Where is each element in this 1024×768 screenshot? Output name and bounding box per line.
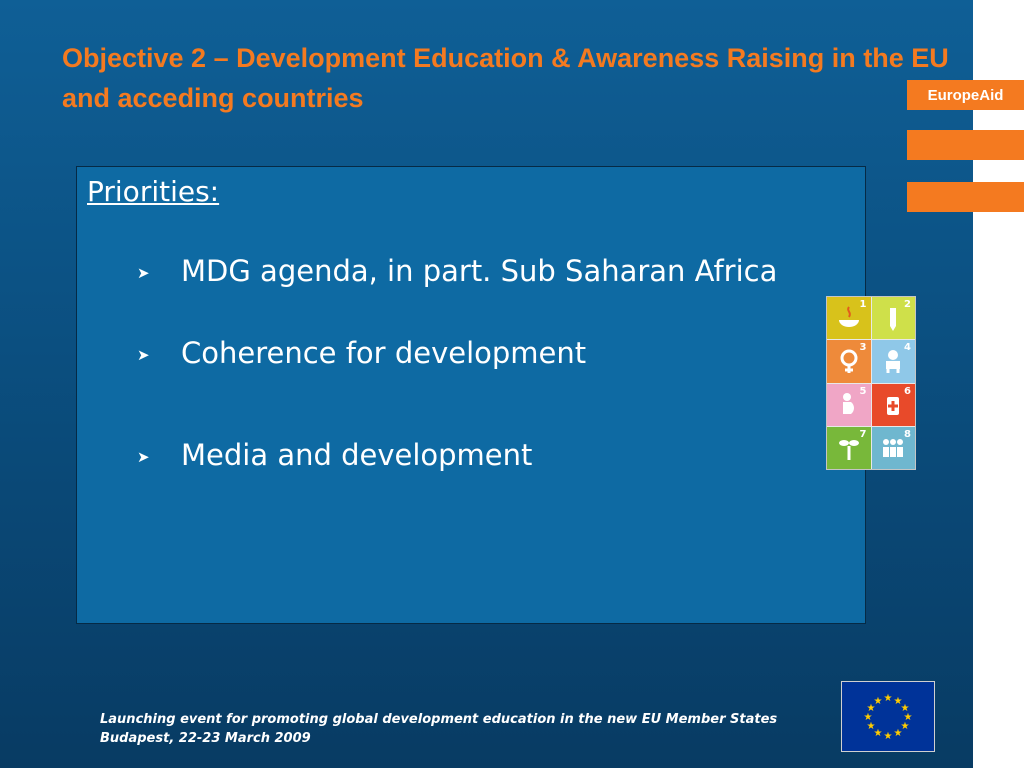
footer-event-line: Launching event for promoting global development education in the new EU Member States (100, 712, 778, 727)
mdg-tile-2: 2 (872, 297, 916, 339)
list-item-text: Media and development (181, 438, 533, 472)
svg-text:★: ★ (873, 728, 883, 739)
footer-caption (100, 710, 840, 748)
slide-title: Objective 2 – Development Education & Awareness Raising in the EU and acceding countries (62, 43, 949, 113)
priorities-heading: Priorities: (87, 175, 220, 208)
mdg-tile-5: 5 (827, 384, 871, 426)
list-item-text: MDG agenda, in part. Sub Saharan Africa (181, 254, 778, 288)
right-white-strip (973, 0, 1024, 768)
list-item (137, 334, 817, 374)
svg-text:★: ★ (866, 703, 876, 714)
svg-text:★: ★ (893, 696, 903, 707)
eu-stars-icon (842, 682, 934, 751)
svg-text:★: ★ (863, 712, 873, 723)
list-item-text: Coherence for development (181, 336, 587, 370)
footer-date-line: Budapest, 22-23 March 2009 (100, 731, 311, 746)
orange-accent-bar (907, 130, 1024, 160)
eu-flag-icon (841, 681, 935, 752)
svg-text:★: ★ (873, 696, 883, 707)
svg-text:★: ★ (866, 721, 876, 732)
list-item (137, 252, 817, 292)
mdg-icons-grid (826, 296, 916, 470)
svg-text:★: ★ (900, 703, 910, 714)
mdg-tile-7: 7 (827, 427, 871, 469)
priorities-list (137, 252, 817, 476)
svg-text:★: ★ (883, 693, 893, 704)
arrow-bullet-icon: ➤ (137, 448, 150, 466)
mdg-tile-4: 4 (872, 340, 916, 382)
mdg-tile-8: 8 (872, 427, 916, 469)
svg-text:★: ★ (893, 728, 903, 739)
arrow-bullet-icon: ➤ (137, 264, 150, 282)
mdg-tile-1: 1 (827, 297, 871, 339)
mdg-tile-3: 3 (827, 340, 871, 382)
arrow-bullet-icon: ➤ (137, 346, 150, 364)
svg-text:★: ★ (883, 731, 893, 742)
mdg-tile-6: 6 (872, 384, 916, 426)
orange-accent-bar (907, 182, 1024, 212)
svg-text:★: ★ (903, 712, 913, 723)
svg-text:★: ★ (900, 721, 910, 732)
europeaid-label: EuropeAid (927, 86, 1004, 104)
list-item (137, 436, 817, 476)
content-panel (76, 166, 866, 624)
